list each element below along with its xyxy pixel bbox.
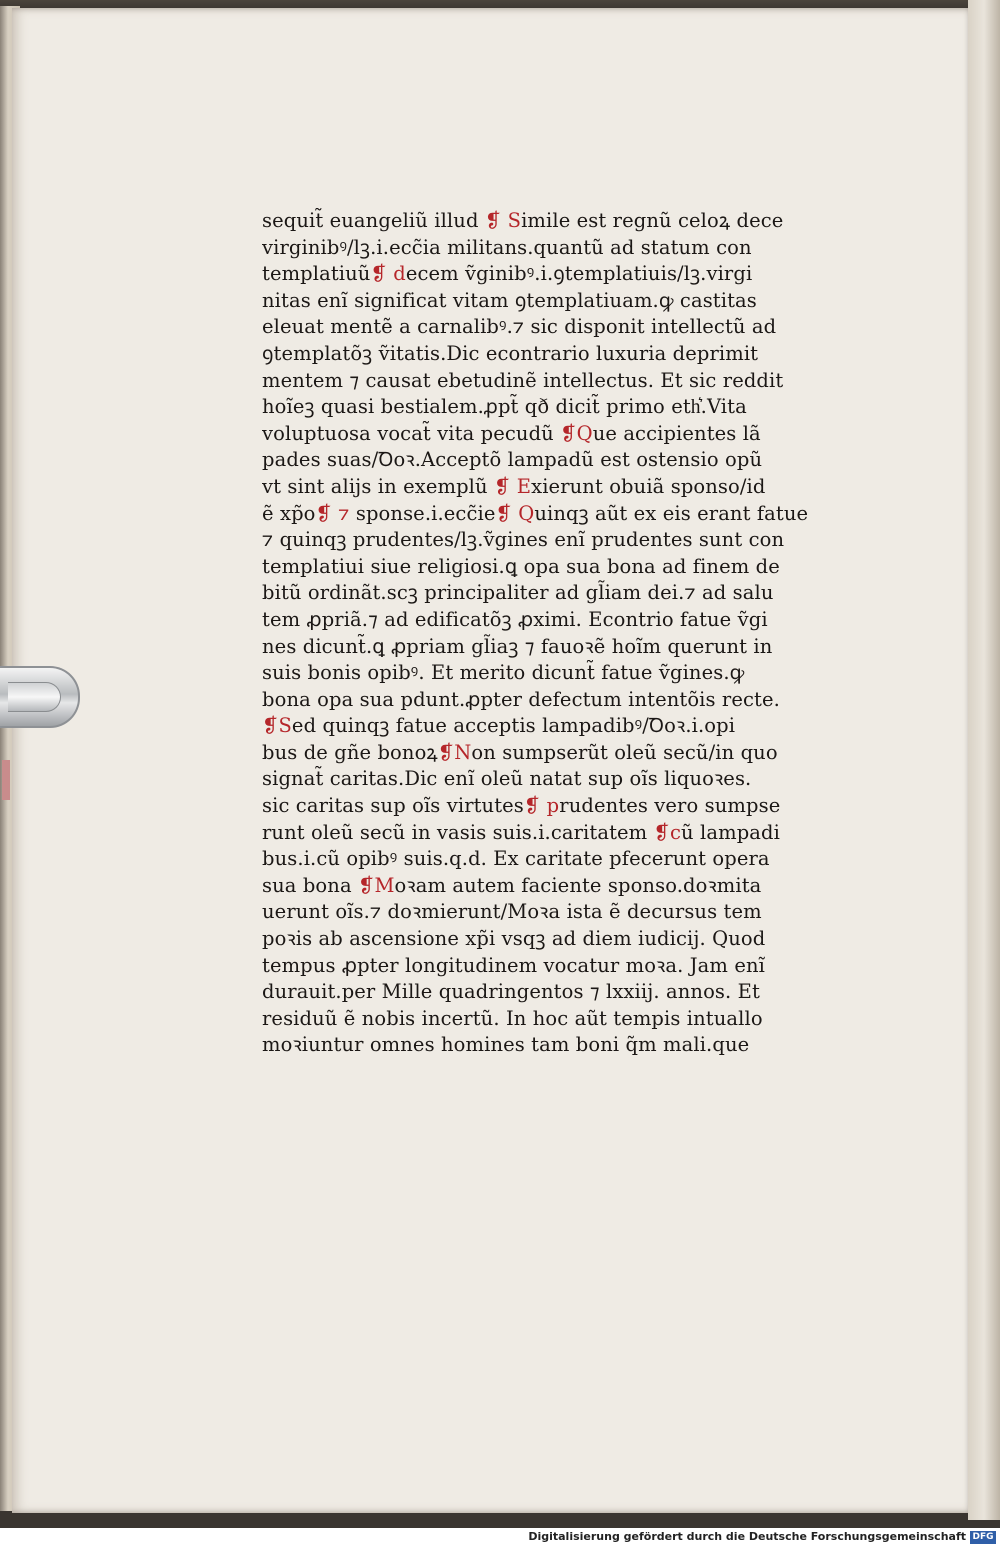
text-line: pades suas/Ꝺoꝛ.Acceptõ lampadũ est ostensio opũ (262, 448, 763, 472)
text-line: suis bonis opibꝰ. Et merito dicunt fatue ṽgines.ꝙ (262, 661, 745, 685)
text-line: templatiui siue religiosi.ꝗ opa sua bona ad finem de (262, 554, 780, 578)
text-line: nes dicunt.ꝗ ꝓpriam gliaꝫ ⁊ fauoꝛẽ hoĩm querunt in (262, 634, 773, 658)
text-line: moꝛiuntur omnes homines tam boni qm mali.que (262, 1033, 750, 1057)
footer-bar (0, 1528, 1000, 1548)
text-line: runt oleũ secũ in vasis suis.i.caritatem ❡cũ lampadi (262, 820, 780, 844)
text-line: uerunt oĩs.⁊ doꝛmierunt/Moꝛa ista ẽ decursus tem (262, 900, 762, 924)
dfg-logo-icon: DFG (970, 1531, 996, 1544)
text-line: virginibꝰ/lꝫ.i.eccia militans.quantũ ad statum con (262, 235, 752, 259)
text-line: poꝛis ab ascensione xpi vsqꝫ ad diem iudicij. Quod (262, 927, 766, 951)
text-line: mentem ⁊ causat ebetudinẽ intellectus. Et sic reddit (262, 368, 784, 392)
text-line: tem ꝓpriã.⁊ ad edificatõꝫ ꝓximi. Econtrio fatue ṽgi (262, 607, 768, 631)
text-line: ❡Sed quinqꝫ fatue acceptis lampadibꝰ/Ꝺoꝛ.i.opi (262, 714, 736, 738)
text-line: bus de gñe bonoꝝ❡Non sumpserũt oleũ secũ/in quo (262, 740, 778, 764)
text-line: nitas enĩ significat vitam ꝯtemplatiuam.ꝙ castitas (262, 288, 757, 312)
text-line: sua bona ❡Moꝛam autem faciente sponso.doꝛmita (262, 873, 762, 897)
text-line: bona opa sua pdunt.ꝓpter defectum intentõis recte. (262, 687, 780, 711)
text-line: residuũ ẽ nobis incertũ. In hoc aũt tempis intuallo (262, 1006, 763, 1030)
text-line: voluptuosa vocat vita pecudũ ❡Que accipientes lã (262, 421, 761, 445)
text-line: ꝯtemplatõꝫ ṽitatis.Dic econtrario luxuria deprimit (262, 341, 759, 365)
funding-credit: Digitalisierung gefördert durch die Deutsche Forschungsgemeinschaft (528, 1530, 966, 1543)
text-line: sequit euangeliũ illud ❡ Simile est regnũ celoꝝ dece (262, 209, 784, 232)
text-line: durauit.per Mille quadringentos ⁊ lxxiij. annos. Et (262, 980, 760, 1004)
text-line: tempus ꝓpter longitudinem vocatur moꝛa. Jam enĩ (262, 953, 765, 977)
text-line: hoĩeꝫ quasi bestialem.ꝓpt qð dicit primo eth.Vita (262, 395, 747, 419)
text-line: ⁊ quinqꝫ prudentes/lꝫ.ṽgines enĩ prudentes sunt con (262, 528, 785, 552)
paper-clip-icon (0, 666, 80, 728)
printed-text-block (262, 208, 850, 1059)
text-line: sic caritas sup oĩs virtutes❡ prudentes vero sumpse (262, 794, 781, 818)
edge-bookmark (2, 760, 10, 800)
paper-clip-inner (8, 682, 61, 712)
text-line: bitũ ordinãt.scꝫ principaliter ad gliam dei.⁊ ad salu (262, 581, 774, 605)
text-line: ẽ xpo❡ ⁊ sponse.i.eccie❡ Quinqꝫ aũt ex eis erant fatue (262, 501, 809, 525)
text-line: eleuat mentẽ a carnalibꝰ.⁊ sic disponit intellectũ ad (262, 315, 777, 339)
text-line: bus.i.cũ opibꝰ suis.q.d. Ex caritate pfecerunt opera (262, 847, 770, 871)
text-line: vt sint alijs in exemplũ ❡ Exierunt obuiã sponso/id (262, 474, 766, 498)
text-line: templatiuũ❡ decem ṽginibꝰ.i.ꝯtemplatiuis/lꝫ.virgi (262, 262, 753, 286)
text-line: signat caritas.Dic enĩ oleũ natat sup oĩs liquoꝛes. (262, 767, 752, 791)
page-stack-edge (968, 0, 1000, 1520)
